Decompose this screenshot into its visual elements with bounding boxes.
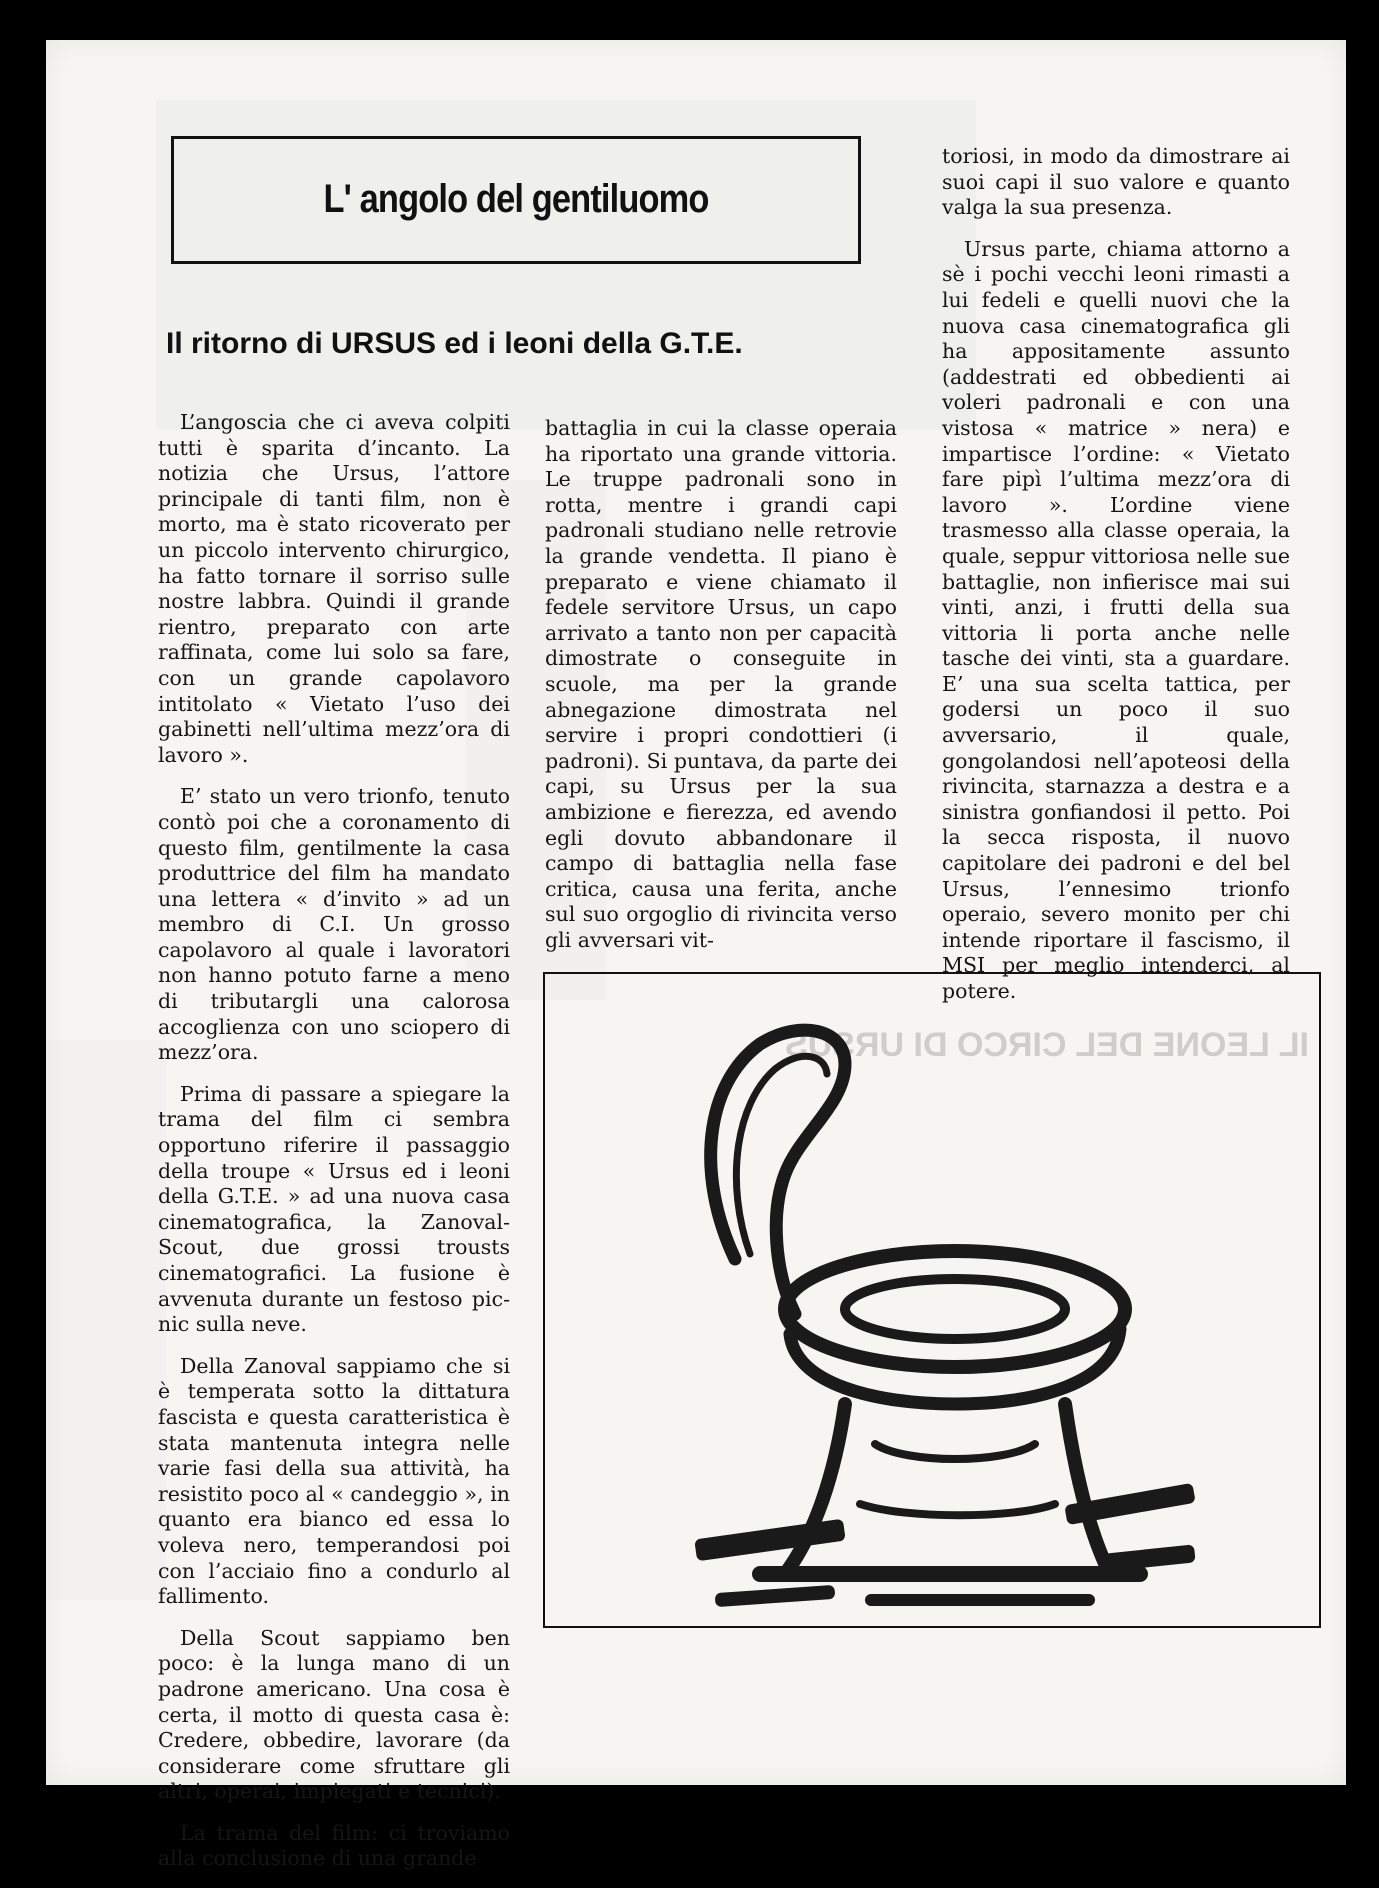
paragraph: L’angoscia che ci aveva colpiti tutti è sparita d’incanto. La notizia che Ursus, l’attore principale di tanti film, non è morto, ma è stato ricoverato per un piccolo intervento chirurgico, ha fatto tornare il sorriso sulle nostre labbra. Quindi il grande rientro, preparato con arte raffinata, come lui solo sa fare, con un grande capolavoro intitolato « Vietato l’uso dei gabinetti nell’ultima mezz’ora di lavoro ». [158,410,510,767]
paragraph: Della Scout sappiamo ben poco: è la lunga mano di un padrone americano. Una cosa è certa, il motto di questa casa è: Credere, obbedire, lavorare (da considerare come sfruttare gli altri, operai, impiegati e tecnici). [158,1625,510,1804]
bleed-through-title: IL LEONE DEL CIRCO DI URSUS [785,1026,1309,1064]
toilet-drawing-icon [545,974,1323,1630]
paragraph: battaglia in cui la classe operaia ha riportato una grande vittoria. Le truppe padronali sono in rotta, mentre i grandi capi padronali studiano nelle retrovie la grande vendetta. Il piano è preparato e viene chiamato il fedele servitore Ursus, un capo arrivato a tanto non per capacità dimostrate o conseguite in scuole, ma per la grande abnegazione dimostrata nel servire i propri condottieri (i padroni). Si puntava, da parte dei capi, su Ursus per la sua ambizione e fierezza, ed avendo egli dovuto abbandonare il campo di battaglia nella fase critica, causa una ferita, anche sul suo orgoglio di rivincita verso gli avversari vit- [545,416,897,952]
paragraph: La trama del film: ci troviamo alla conclusione di una grande [158,1820,510,1871]
page [46,40,1346,1871]
illustration-frame [543,972,1321,1628]
text-column-1 [158,410,510,1888]
text-column-3 [942,144,1290,1021]
rubric-box [171,136,861,264]
paragraph: Prima di passare a spiegare la trama del film ci sembra opportuno riferire il passaggio della troupe « Ursus ed i leoni della G.T.E. » ad una nuova casa cinematografica, la Zanoval-Scout, due grossi trousts cinematografici. La fusione è avvenuta durante un festoso pic-nic sulla neve. [158,1081,510,1337]
paragraph: toriosi, in modo da dimostrare ai suoi capi il suo valore e quanto valga la sua presenza. [942,144,1290,220]
text-column-2 [545,416,897,969]
show-through-block [46,1040,166,1600]
paragraph: Della Zanoval sappiamo che si è temperata sotto la dittatura fascista e questa caratteristica è stata mantenuta integra nelle varie fasi della sua attività, ha resistito poco al « candeggio », in quanto era bianco ed essa lo voleva nero, temperandosi poi con l’acciaio fino a condurlo al fallimento. [158,1353,510,1609]
rubric-title: L' angolo del gentiluomo [323,177,709,221]
article-headline: Il ritorno di URSUS ed i leoni della G.T.E. [166,327,743,360]
paragraph: E’ stato un vero trionfo, tenuto contò poi che a coronamento di questo film, gentilmente la casa produttrice del film ha mandato una lettera « d’invito » ad un membro di C.I. Un grosso capolavoro al quale i lavoratori non hanno potuto farne a meno di tributargli una calorosa accoglienza con uno sciopero di mezz’ora. [158,784,510,1065]
paragraph: Ursus parte, chiama attorno a sè i pochi vecchi leoni rimasti a lui fedeli e quelli nuovi che la nuova casa cinematografica gli ha appositamente assunto (addestrati ed obbedienti ai voleri padronali e con una vistosa « matrice » nera) e impartisce l’ordine: « Vietato fare pipì l’ultima mezz’ora di lavoro ». L’ordine viene trasmesso alla classe operaia, la quale, seppur vittoriosa nelle sue battaglie, non infierisce mai sui vinti, anzi, i frutti della sua vittoria li porta anche nelle tasche dei vinti, sta a guardare. E’ una sua scelta tattica, per godersi un poco il suo avversario, il quale, gongolandosi nell’apoteosi della rivincita, starnazza a destra e a sinistra gonfiandosi il petto. Poi la secca risposta, il nuovo capitolare dei padroni e del bel Ursus, l’ennesimo trionfo operaio, severo monito per chi intende riportare il fascismo, il MSI per meglio intenderci, al potere. [942,236,1290,1003]
